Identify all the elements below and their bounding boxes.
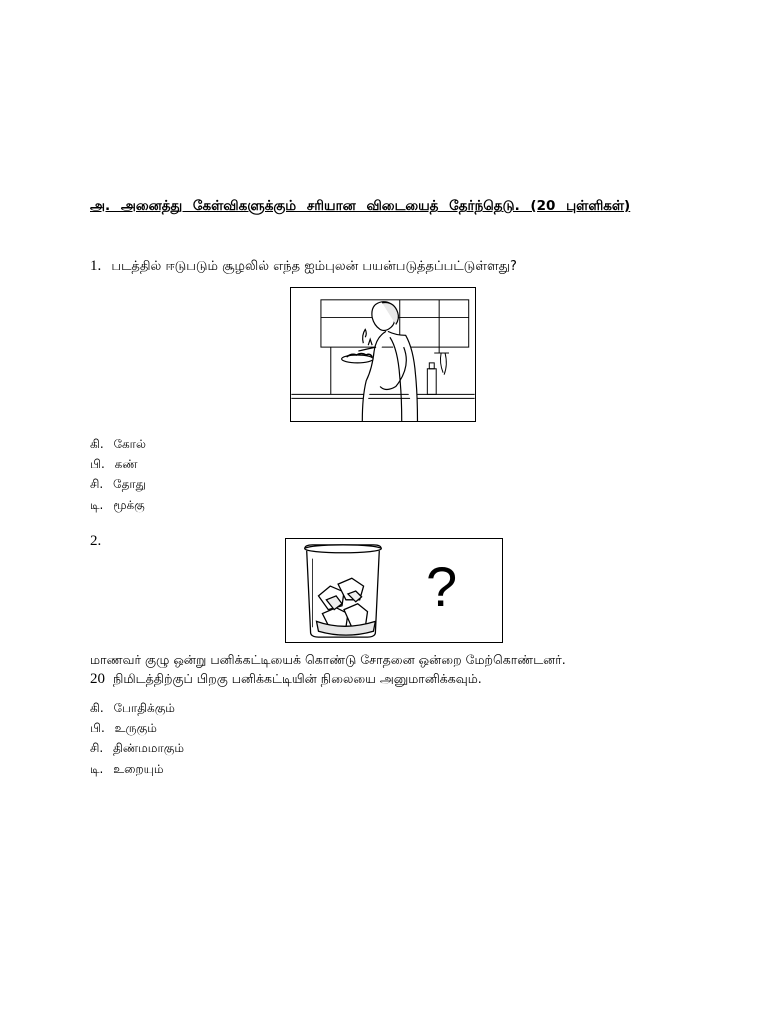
option-label: சி. (90, 477, 104, 491)
section-heading: அ. அனைத்து கேள்விகளுக்கும் சரியான விடையைத் தேர்ந்தெடு. (20 புள்ளிகள்) (90, 198, 631, 214)
option-text: மூக்கு (113, 498, 145, 512)
option-label: கி. (90, 437, 104, 451)
option-label: டி. (90, 498, 104, 512)
option-text: உருகும் (114, 721, 157, 735)
option-text: உறையும் (113, 762, 164, 776)
question-1-option-d[interactable] (90, 498, 145, 514)
option-text: போதிக்கும் (113, 701, 175, 715)
option-text: கோல் (113, 437, 146, 451)
question-2-option-a[interactable] (90, 701, 175, 717)
question-2-text-line-2 (90, 671, 482, 688)
question-2-option-b[interactable] (90, 721, 157, 737)
question-1-image (290, 287, 476, 422)
question-1-option-c[interactable] (90, 477, 146, 493)
question-2-option-c[interactable] (90, 741, 184, 757)
ice-beaker-icon (286, 539, 502, 642)
question-2-minutes-number: 20 (90, 671, 105, 687)
option-text: கண் (114, 457, 138, 471)
question-1-option-a[interactable] (90, 437, 146, 453)
question-2-text-line-1: மாணவர் குழு ஒன்று பனிக்கட்டியைக் கொண்டு சோதனை ஒன்றை மேற்கொண்டனர். (90, 652, 566, 667)
question-1-number: 1. (90, 258, 102, 274)
question-mark: ? (426, 555, 458, 618)
option-text: திண்மமாகும் (113, 741, 184, 755)
question-1 (90, 258, 517, 275)
option-label: சி. (90, 741, 104, 755)
option-label: பி. (90, 721, 105, 735)
option-label: டி. (90, 762, 104, 776)
option-label: பி. (90, 457, 105, 471)
woman-smelling-food-icon (291, 288, 475, 421)
question-2-option-d[interactable] (90, 762, 164, 778)
question-1-option-b[interactable] (90, 457, 138, 473)
question-2 (90, 533, 101, 550)
question-2-number: 2. (90, 533, 102, 549)
question-1-text: படத்தில் ஈடுபடும் சூழலில் எந்த ஐம்புலன் பயன்படுத்தப்பட்டுள்ளது? (111, 259, 517, 274)
question-2-text-line-2-rest: நிமிடத்திற்குப் பிறகு பனிக்கட்டியின் நிலையை அனுமானிக்கவும். (112, 671, 482, 686)
option-label: கி. (90, 701, 104, 715)
option-text: தோது (113, 477, 147, 491)
question-2-image (285, 538, 503, 643)
